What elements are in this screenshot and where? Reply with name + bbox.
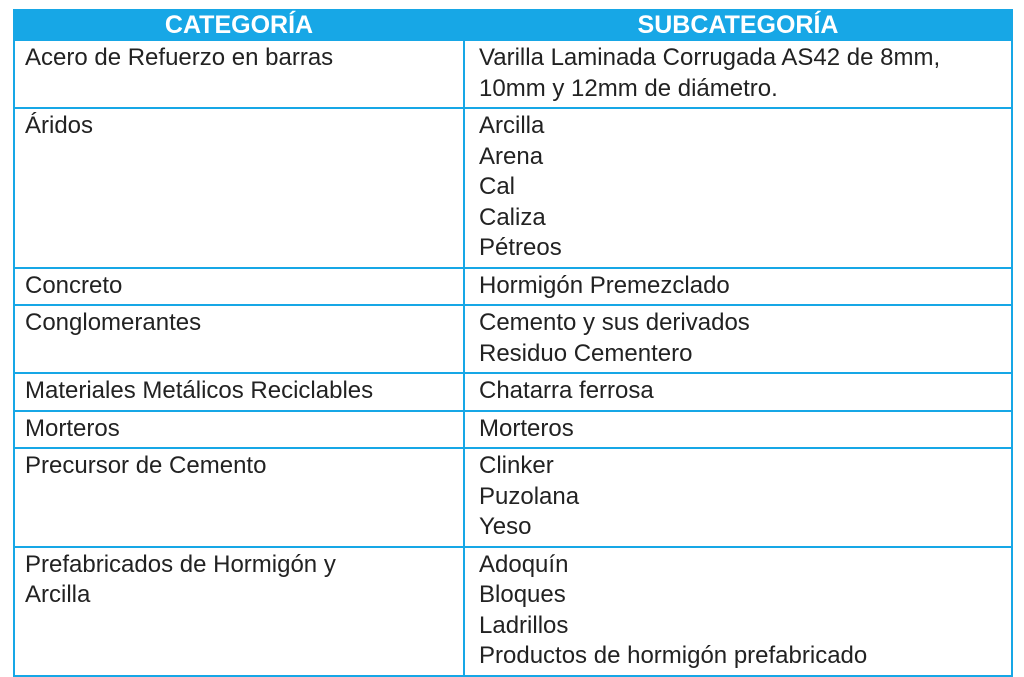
subcategory-cell <box>464 411 1012 449</box>
category-cell <box>14 547 464 676</box>
table-row <box>14 268 1012 306</box>
subcategory-cell <box>464 40 1012 108</box>
category-text: Precursor de Cemento <box>25 452 267 479</box>
subcategory-item: Hormigón Premezclado <box>479 271 730 299</box>
category-text: Materiales Metálicos Reciclables <box>25 377 374 404</box>
table-header-row <box>14 10 1012 40</box>
subcategory-item: Puzolana <box>479 482 580 510</box>
subcategory-item: Varilla Laminada Corrugada AS42 de 8mm, <box>479 44 941 71</box>
subcategory-cell <box>464 448 1012 547</box>
subcategory-item: Ladrillos <box>479 611 569 639</box>
subcategory-item: Caliza <box>479 203 546 231</box>
category-text: Arcilla <box>25 581 91 608</box>
table-row <box>14 305 1012 373</box>
subcategory-item: Morteros <box>479 414 574 442</box>
category-text: Acero de Refuerzo en barras <box>25 44 334 71</box>
subcategory-cell <box>464 268 1012 306</box>
table-row <box>14 373 1012 411</box>
subcategory-item: Chatarra ferrosa <box>479 377 654 404</box>
subcategory-cell <box>464 547 1012 676</box>
category-cell <box>14 448 464 547</box>
table-row <box>14 40 1012 108</box>
subcategory-item: Cal <box>479 173 516 200</box>
category-text: Áridos <box>25 112 94 139</box>
category-text: Prefabricados de Hormigón y <box>25 550 336 578</box>
category-cell <box>14 40 464 108</box>
subcategory-item: 10mm y 12mm de diámetro. <box>479 74 778 102</box>
table-row <box>14 108 1012 268</box>
subcategory-item: Adoquín <box>479 550 569 578</box>
subcategory-cell <box>464 305 1012 373</box>
table-body <box>14 40 1012 676</box>
subcategory-item: Pétreos <box>479 234 562 261</box>
category-cell <box>14 108 464 268</box>
subcategory-cell <box>464 373 1012 411</box>
category-cell <box>14 373 464 411</box>
subcategory-item: Arcilla <box>479 112 545 139</box>
subcategory-item: Arena <box>479 142 544 170</box>
subcategory-item: Productos de hormigón prefabricado <box>479 642 868 669</box>
category-text: Morteros <box>25 414 120 442</box>
category-cell <box>14 411 464 449</box>
category-cell <box>14 305 464 373</box>
category-text: Concreto <box>25 271 123 299</box>
table-row <box>14 411 1012 449</box>
subcategory-item: Yeso <box>479 513 532 540</box>
header-subcategory: SUBCATEGORÍA <box>464 10 1012 40</box>
category-table-container <box>13 9 1011 677</box>
subcategory-item: Cemento y sus derivados <box>479 309 750 336</box>
subcategory-item: Residuo Cementero <box>479 339 693 367</box>
subcategory-cell <box>464 108 1012 268</box>
table-row <box>14 448 1012 547</box>
category-table <box>13 9 1013 677</box>
subcategory-item: Bloques <box>479 581 566 608</box>
subcategory-item: Clinker <box>479 452 554 479</box>
category-text: Conglomerantes <box>25 309 202 336</box>
table-row <box>14 547 1012 676</box>
header-category: CATEGORÍA <box>14 10 464 40</box>
category-cell <box>14 268 464 306</box>
